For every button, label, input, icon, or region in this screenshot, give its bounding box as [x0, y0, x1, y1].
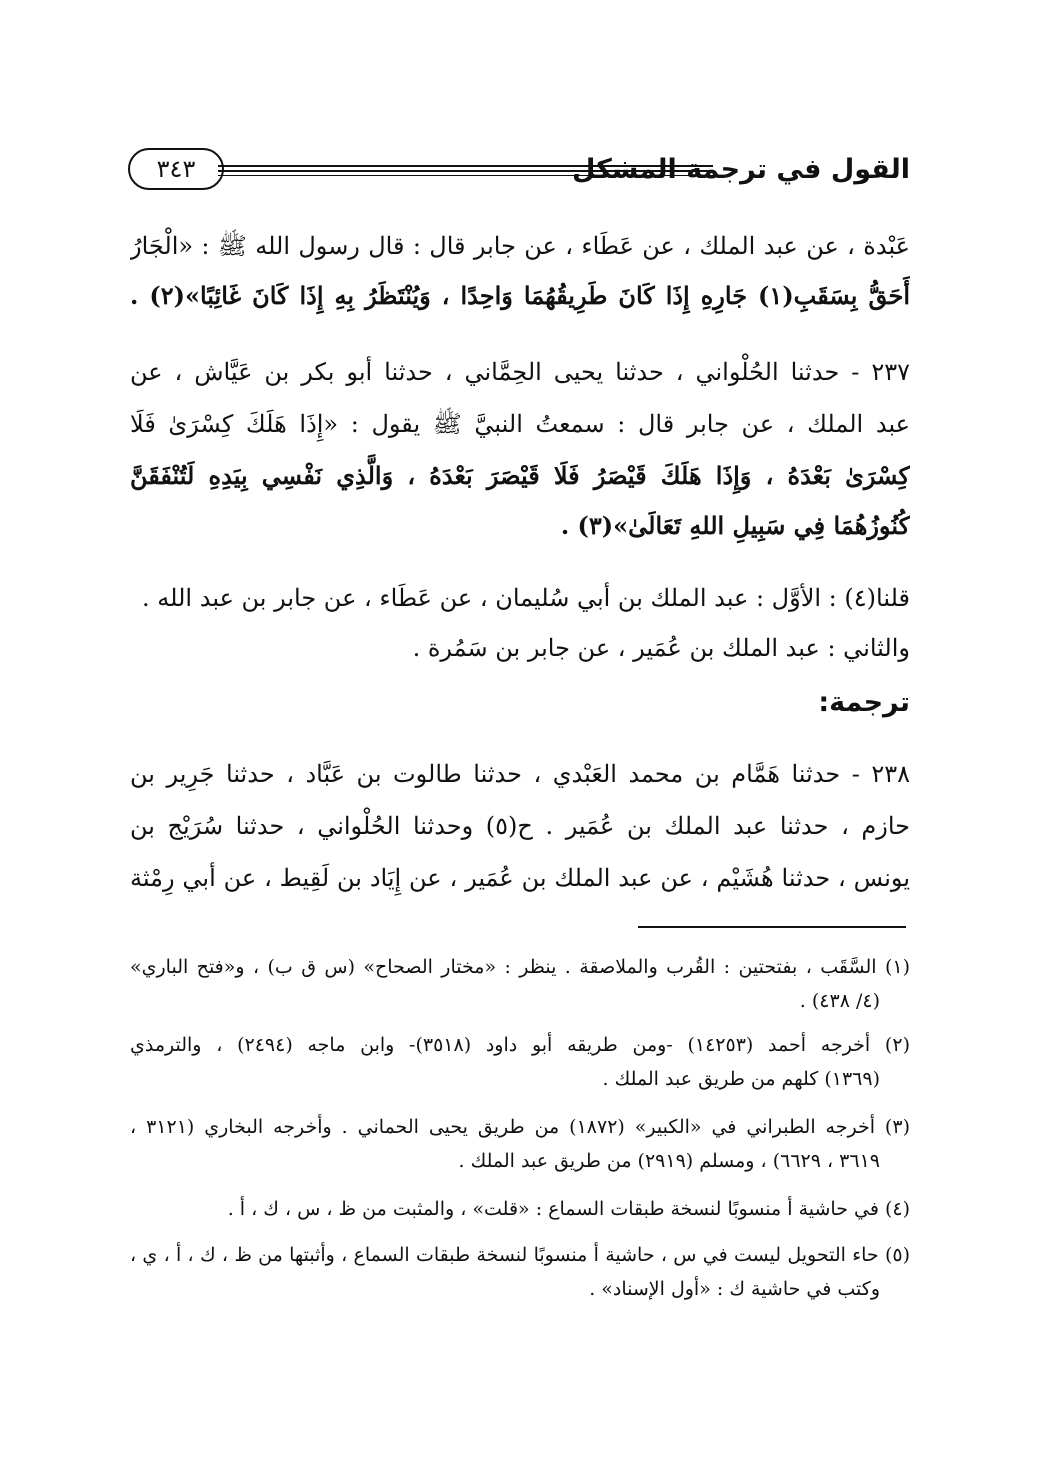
footnote-line: (٤/ ٤٣٨) .: [799, 990, 880, 1012]
body-line: عبد الملك ، عن جابر قال : سمعتُ النبيَّ ﷺ يقول : «إِذَا هَلَكَ كِسْرَىٰ فَلَا: [130, 410, 910, 438]
body-line: ٢٣٧ - حدثنا الحُلْواني ، حدثنا يحيى الحِمَّاني ، حدثنا أبو بكر بن عَيَّاش ، عن: [130, 358, 910, 386]
running-head: القول في ترجمة المشكل: [571, 154, 910, 185]
body-line: قلنا(٤) : الأوَّل : عبد الملك بن أبي سُليمان ، عن عَطَاء ، عن جابر بن عبد الله .: [142, 584, 910, 612]
footnote-line: (٤) في حاشية أ منسوبًا لنسخة طبقات السماع : «قلت» ، والمثبت من ظ ، س ، ك ، أ .: [227, 1198, 910, 1220]
body-line: كُنُوزُهُمَا فِي سَبِيلِ اللهِ تَعَالَىٰ»(٣) .: [560, 511, 910, 540]
header-rule: [218, 165, 713, 177]
footnote-line: ٣٦١٩ ، ٦٦٢٩) ، ومسلم (٢٩١٩) من طريق عبد الملك .: [458, 1150, 880, 1172]
footnote-line: وكتب في حاشية ك : «أول الإسناد» .: [589, 1278, 880, 1300]
footnote-line: (٢) أخرجه أحمد (١٤٢٥٣) -ومن طريقه أبو داود (٣٥١٨)- وابن ماجه (٢٤٩٤) ، والترمذي: [130, 1034, 910, 1056]
body-line: والثاني : عبد الملك بن عُمَير ، عن جابر بن سَمُرة .: [412, 634, 910, 662]
page-number: ٣٤٣: [128, 148, 224, 190]
body-line: حازم ، حدثنا عبد الملك بن عُمَير . ح(٥) وحدثنا الحُلْواني ، حدثنا سُرَيْج بن: [130, 812, 910, 840]
body-line: يونس ، حدثنا هُشَيْم ، عن عبد الملك بن عُمَير ، عن إِيَاد بن لَقِيط ، عن أبي رِمْثة: [130, 864, 910, 892]
footnote-rule: [638, 926, 906, 928]
footnote-line: (١٣٦٩) كلهم من طريق عبد الملك .: [602, 1068, 880, 1090]
body-line: ٢٣٨ - حدثنا هَمَّام بن محمد العَبْدي ، حدثنا طالوت بن عَبَّاد ، حدثنا جَرِير بن: [130, 760, 910, 788]
body-line: أَحَقُّ بِسَقَبِ(١) جَارِهِ إِذَا كَانَ طَرِيقُهُمَا وَاحِدًا ، وَيُنْتَظَرُ بِهِ إِذَا كَانَ غَائِبًا»(٢) .: [130, 281, 910, 310]
section-heading: ترجمة:: [818, 687, 910, 718]
footnote-line: (٣) أخرجه الطبراني في «الكبير» (١٨٧٢) من طريق يحيى الحماني . وأخرجه البخاري (٣١٢١ ،: [130, 1116, 910, 1138]
footnote-line: (٥) حاء التحويل ليست في س ، حاشية أ منسوبًا لنسخة طبقات السماع ، وأثبتها من ظ ، ك ، أ ، ي ،: [130, 1244, 910, 1266]
body-line: عَبْدة ، عن عبد الملك ، عن عَطَاء ، عن جابر قال : قال رسول الله ﷺ : «الْجَارُ: [130, 232, 910, 260]
footnote-line: (١) السَّقَب ، بفتحتين : القُرب والملاصقة . ينظر : «مختار الصحاح» (س ق ب) ، و«فتح الباري»: [130, 956, 910, 978]
body-line: كِسْرَىٰ بَعْدَهُ ، وَإِذَا هَلَكَ قَيْصَرُ فَلَا قَيْصَرَ بَعْدَهُ ، وَالَّذِي نَفْسِي بِيَدِهِ لَتُنْفَقَنَّ: [130, 461, 910, 490]
